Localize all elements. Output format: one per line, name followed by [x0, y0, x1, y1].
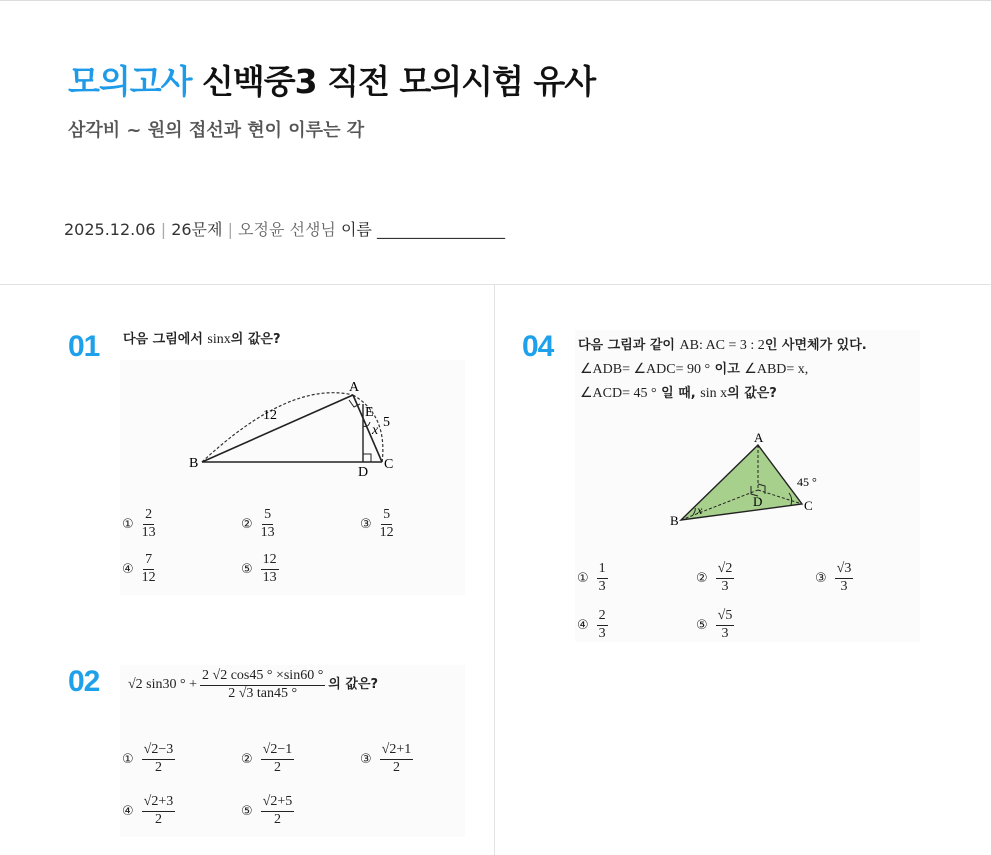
choice-mark: ① — [577, 570, 589, 586]
question-text-prefix: 다음 그림에서 — [123, 332, 203, 347]
fraction-numerator: √2+1 — [380, 743, 414, 760]
fraction — [597, 562, 608, 594]
choice-mark: ① — [122, 516, 134, 532]
line1-prefix: 다음 그림과 같이 — [578, 338, 675, 353]
fraction-denominator: 3 — [598, 578, 606, 594]
label-d: D — [753, 494, 763, 509]
choice-mark: ③ — [815, 570, 827, 586]
question-text — [123, 328, 281, 352]
fraction-numerator: √2+3 — [142, 795, 176, 812]
line3-mid: 일 때, — [661, 386, 696, 401]
line2-math-a: ∠ADB= ∠ADC= 90 ° — [580, 362, 711, 377]
question-figure-area — [120, 360, 465, 595]
label-a: A — [754, 430, 764, 445]
meta-separator: | — [227, 220, 233, 239]
expression-fraction — [200, 669, 325, 701]
choice-mark: ③ — [360, 751, 372, 767]
fraction-numerator: 2 √2 cos45 ° ×sin60 ° — [200, 669, 325, 686]
choice-mark: ⑤ — [241, 561, 253, 577]
fraction — [380, 743, 414, 775]
fraction-numerator: 5 — [381, 508, 392, 525]
fraction — [261, 743, 295, 775]
fraction-denominator: 2 — [392, 759, 400, 775]
name-label: 이름 — [340, 220, 372, 239]
choice[interactable] — [696, 609, 734, 641]
label-x: x — [697, 503, 703, 517]
question-text — [128, 669, 378, 701]
fraction-denominator: 12 — [379, 524, 394, 540]
fraction-denominator: 2 — [273, 811, 281, 827]
fraction-numerator: √2+5 — [261, 795, 295, 812]
meta-date: 2025.12.06 — [64, 220, 156, 239]
fraction-denominator: 13 — [141, 524, 156, 540]
choice[interactable] — [241, 743, 294, 775]
label-12: 12 — [263, 408, 277, 423]
fraction-numerator: 5 — [262, 508, 273, 525]
meta-count: 26문제 — [171, 220, 223, 239]
choice-mark: ⑤ — [241, 803, 253, 819]
fraction — [380, 508, 394, 540]
fraction — [261, 508, 275, 540]
line3-math: ∠ACD= 45 ° — [580, 386, 657, 401]
fraction-numerator: √3 — [835, 562, 854, 579]
choice[interactable] — [122, 508, 156, 540]
fraction-numerator: 2 — [143, 508, 154, 525]
page-title — [68, 56, 595, 103]
fraction — [142, 743, 176, 775]
choice[interactable] — [696, 562, 734, 594]
choice[interactable] — [360, 743, 413, 775]
choice[interactable] — [577, 562, 608, 594]
fraction-denominator: 2 — [273, 759, 281, 775]
expression-lead: √2 sin30 ° + — [128, 677, 198, 693]
choice-mark: ③ — [360, 516, 372, 532]
triangle-figure — [120, 360, 465, 510]
fraction-denominator: 13 — [260, 524, 275, 540]
fraction-denominator: 3 — [721, 625, 729, 641]
fraction-numerator: 2 — [597, 609, 608, 626]
question-text-line-1 — [578, 334, 867, 358]
fraction-numerator: √2−3 — [142, 743, 176, 760]
fraction — [597, 609, 608, 641]
choice-mark: ④ — [577, 617, 589, 633]
choice[interactable] — [122, 743, 175, 775]
choice[interactable] — [241, 508, 275, 540]
fraction-numerator: 12 — [261, 553, 279, 570]
fraction-denominator: 3 — [840, 578, 848, 594]
fraction-denominator: 3 — [721, 578, 729, 594]
question-number: 04 — [522, 330, 554, 363]
meta-line — [64, 217, 505, 240]
choice-mark: ⑤ — [696, 617, 708, 633]
line1-suffix: 인 사면체가 있다. — [764, 338, 867, 353]
tetrahedron-figure — [665, 428, 835, 533]
choice-mark: ④ — [122, 561, 134, 577]
label-45: 45 ° — [797, 475, 817, 489]
question-text-line-3 — [580, 382, 777, 406]
line2-mid: 이고 — [714, 362, 740, 377]
label-5: 5 — [383, 415, 390, 430]
fraction-denominator: 2 √3 tan45 ° — [228, 685, 298, 701]
choice-mark: ① — [122, 751, 134, 767]
name-blank: ________________ — [376, 220, 505, 239]
fraction-numerator: √2−1 — [261, 743, 295, 760]
question-number: 01 — [68, 330, 100, 363]
fraction-numerator: √2 — [716, 562, 735, 579]
fraction-denominator: 2 — [154, 811, 162, 827]
fraction — [716, 609, 735, 641]
fraction — [142, 553, 156, 585]
label-a: A — [349, 380, 360, 395]
question-text-suffix: 의 값은? — [230, 332, 281, 347]
choice-mark: ② — [241, 751, 253, 767]
label-c: C — [804, 498, 813, 513]
side-ab — [202, 395, 353, 462]
fraction — [142, 508, 156, 540]
choice[interactable] — [360, 508, 394, 540]
choice-mark: ② — [696, 570, 708, 586]
top-border — [0, 0, 991, 1]
header-divider — [0, 284, 991, 285]
fraction — [261, 553, 279, 585]
fraction — [835, 562, 854, 594]
line2-math-b: ∠ABD= x, — [744, 362, 809, 377]
fraction-numerator: 7 — [143, 553, 154, 570]
label-e: E — [365, 405, 374, 420]
title-main: 신백중3 직전 모의시험 유사 — [202, 62, 596, 101]
fraction-denominator: 3 — [598, 625, 606, 641]
line3-math-b: sin x — [700, 386, 728, 401]
choice[interactable] — [122, 795, 175, 827]
label-b: B — [670, 513, 679, 528]
meta-teacher: 오정윤 선생님 — [238, 220, 336, 239]
question-text-suffix: 의 값은? — [328, 677, 379, 693]
label-c: C — [384, 457, 394, 472]
page-subtitle: 삼각비 ~ 원의 접선과 현이 이루는 각 — [68, 120, 365, 141]
label-d: D — [358, 465, 369, 480]
meta-separator: | — [160, 220, 167, 239]
question-text-line-2 — [580, 358, 808, 382]
fraction — [716, 562, 735, 594]
fraction-numerator: 1 — [597, 562, 608, 579]
question-math: sinx — [207, 332, 231, 347]
question-number: 02 — [68, 665, 100, 698]
fraction-denominator: 12 — [141, 569, 156, 585]
title-accent: 모의고사 — [68, 62, 192, 101]
choice[interactable] — [577, 609, 608, 641]
choice-mark: ④ — [122, 803, 134, 819]
line3-suffix: 의 값은? — [727, 386, 777, 401]
choice[interactable] — [815, 562, 853, 594]
fraction-denominator: 13 — [262, 569, 277, 585]
label-b: B — [189, 456, 199, 471]
choice[interactable] — [241, 553, 279, 585]
right-angle-d — [363, 454, 371, 462]
fraction — [142, 795, 176, 827]
label-x: x — [372, 423, 379, 438]
line1-math: AB: AC = 3 : 2 — [679, 338, 765, 353]
choice-mark: ② — [241, 516, 253, 532]
fraction-denominator: 2 — [154, 759, 162, 775]
choice[interactable] — [241, 795, 294, 827]
fraction — [261, 795, 295, 827]
column-divider — [494, 284, 495, 855]
fraction-numerator: √5 — [716, 609, 735, 626]
choice[interactable] — [122, 553, 156, 585]
